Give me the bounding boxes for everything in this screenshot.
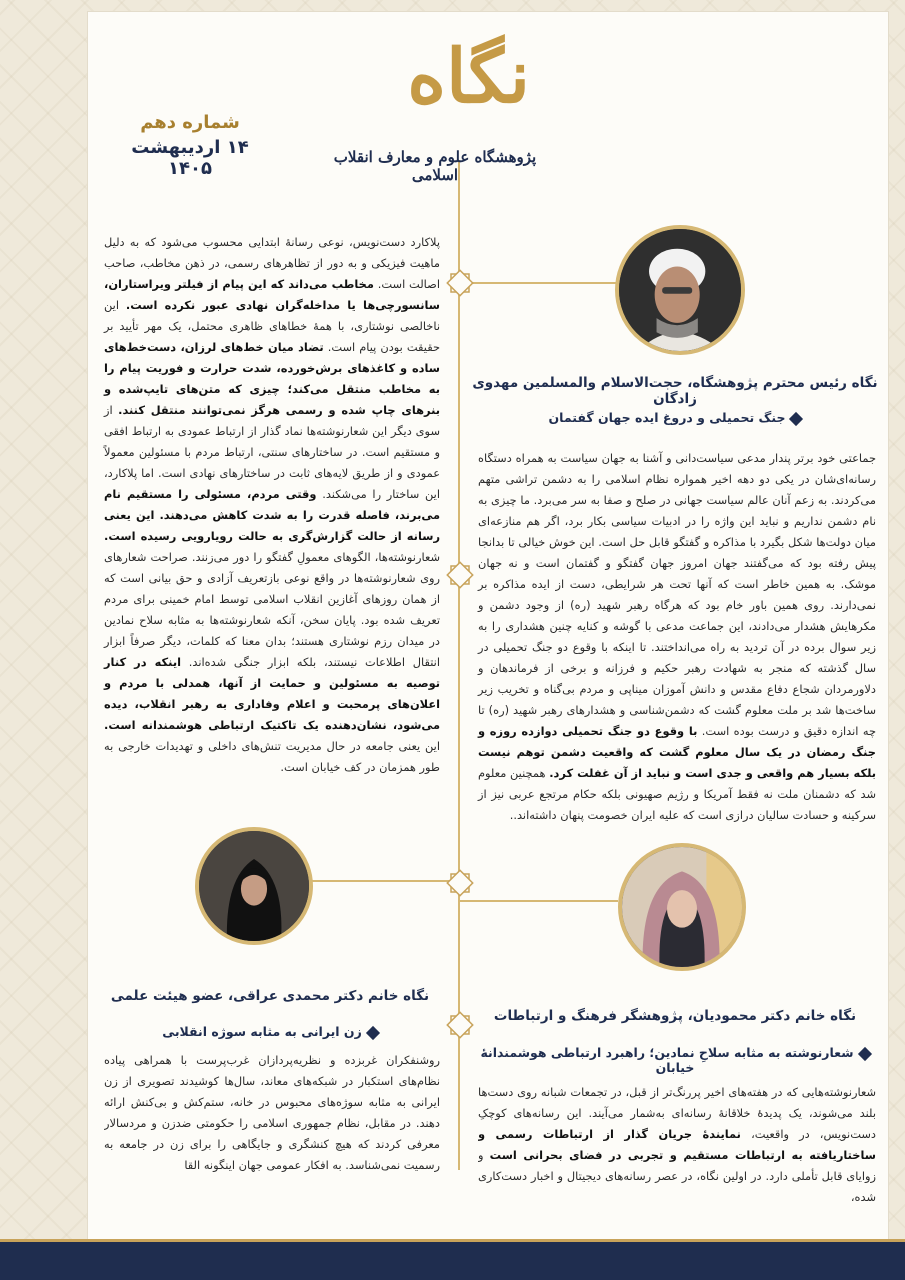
main-article-heading: نگاه رئیس محترم پژوهشگاه، حجت‌الاسلام والمسلمین مهدوی زادگان <box>472 375 878 407</box>
right-bottom-body <box>478 1082 876 1207</box>
connector-branch-top <box>458 282 638 284</box>
connector-branch-middle <box>300 880 460 882</box>
left-bottom-subheading <box>100 1024 440 1039</box>
left-bottom-subheading-text: زن ایرانی به مثابه سوژه انقلابی <box>162 1024 362 1039</box>
main-article-paragraph: جماعتی خود برتر پندار مدعی سیاست‌دانی و آشنا به جهان سیاست به همراه دستگاه رسانه‌ای‌شان در یکی دو دهه اخیر همواره نظام اسلامی را به دشمن تراشی متهم می‌کردند. به زعم آنان عالم سیاست جهانی در صلح و صفا به سر می‌برد. ما چیزی به نام دشمن نداریم و نباید این واژه را در ادبیات سیاسی بکار برد، اگر هم منازعه‌ای میان دولت‌ها شکل بگیرد با مذاکره و گفتگو قابل حل است. این خوش خیالی تا بدانجا پیش رفته بود که می‌گفتند جهان امروز جهان گفتگو و گفتمان است و نه جهان موشک. به همین خاطر است که آنها تحت هر شرایطی، دست از ایده مذاکره بر نمی‌دارند. روی همین باور خام بود که هرگاه رهبر شهید (ره) از وجود دشمن و مکرهایش هشدار می‌دادند، این جماعت مدعی با گوشه و کنایه چنین هشداری را به زیر سوال برده در آن تردید به راه می‌انداختند. تا اینکه با وقوع دو جنگ تحمیلی در سال گذشته که منجر به شهادت رهبر حکیم و فرزانه و برخی از فرماندهان و دلاورمردان شجاع دفاع مقدس و دانش آموزان میناپی و مردم بی‌گناه و تخریب زیر ساخت‌ها شد بر ملت معلوم گشت که دشمن‌شناسی و هشدارهای رهبر شهید (ره) تا چه اندازه دقیق و درست بوده است. <box>478 451 876 738</box>
right-bottom-heading: نگاه خانم دکتر محمودیان، پژوهشگر فرهنگ و ارتباطات <box>493 1008 857 1024</box>
main-article-paragraph: همچنین معلوم شد که دشمنان ملت نه فقط آمریکا و رژیم صهیونی بلکه حکام مرتجع عربی نیز از سرکینه و حسادت سالیان درازی است که علیه ایران خصومت پنهان داشته‌اند.. <box>478 766 876 822</box>
right-bottom-subheading <box>470 1045 880 1075</box>
left-article-text: پلاکارد دست‌نویس، نوعی رسانهٔ ابتدایی محسوب می‌شود که به دلیل ماهیت فیزیکی و به دور از تظاهرهای رسمی، در ذهن مخاطب، صاحب اصالت است. <box>104 235 440 291</box>
logo-subtitle: پژوهشگاه علوم و معارف انقلاب اسلامی <box>333 148 537 184</box>
star-node-icon <box>445 868 475 898</box>
left-article-text: شعارنوشته‌ها، الگوهای معمولِ گفتگو را دور می‌زنند. صراحت شعارهای روی شعارنوشته‌ها در واقع نوعی بازتعریف آزادی و حق بیانی است که از همان روزهای آغازین انقلاب اسلامی توسط امام خمینی برای مردم تعریف شده بود. پایان سخن، آنکه شعارنوشته‌ها به مثابه سلاح نمادین در میدان رزم نوشتاری هستند؛ بدان معنا که کلمات، دیگر صرفاً ابزار انتقال اطلاعات نیستند، بلکه ابزار جنگی شده‌اند. <box>104 550 440 669</box>
issue-date: ۱۴ اردیبهشت ۱۴۰۵ <box>131 137 249 179</box>
diamond-bullet-icon <box>857 1046 871 1060</box>
star-node-icon <box>445 560 475 590</box>
right-bottom-subheading-text: شعارنوشته به مثابه سلاحِ نمادین؛ راهبرد ارتباطی هوشمندانهٔ خیابان <box>480 1045 854 1075</box>
issue-info <box>120 112 260 179</box>
left-article-text: این ناخالصی نوشتاری، با همهٔ خطاهای ظاهری محتمل، یک مهر تأیید بر حقیقت بودن پیام است. <box>104 298 441 354</box>
logo-title: نگاه <box>407 34 530 120</box>
portrait-mahdavi-zadegan <box>615 225 745 355</box>
left-article-emphasis: تضاد میان خط‌های لرزان، دست‌خط‌های ساده و کاغذهای برش‌خورده، شدت حرارت و فوریت پیام را به مخاطب منتقل می‌کند؛ چیزی که متن‌های تایپ‌شده و بنرهای چاپ شده و رسمی هرگز نمی‌توانند منتقل کنند. <box>104 340 441 417</box>
footer-band <box>0 1242 905 1280</box>
main-article-emphasis: با وقوع دو جنگ تحمیلی دوازده روزه و جنگ رمضان در یک سال معلوم گشت که واقعیت دشمن توهم نیست بلکه بسیار هم واقعی و جدی است و نباید از آن غفلت کرد. <box>478 724 876 780</box>
left-article-text: از سوی دیگر این شعارنوشته‌ها نماد گذار از ارتباط عمودی به ارتباط افقی و مستقیم است. در ساختارهای سنتی، ارتباط مردم با مسئولین معمولاً عمودی و از طریق لایه‌های ثابت در ساختارهای نهادی است. اما پلاکارد، این ساختار را می‌شکند. <box>104 403 441 501</box>
right-bottom-text: و زوایای قابل تأملی دارد. در اولین نگاه، در عصر رسانه‌های دیجیتال و اخبار دست‌کاری شده، <box>478 1148 876 1204</box>
portrait-mahmoudian <box>618 843 746 971</box>
left-article-emphasis: مخاطب می‌داند که این پیام از فیلتر ویراستاران، سانسورچی‌ها یا مداخله‌گران نهادی عبور نکرده است. <box>104 277 440 312</box>
left-article-text: این یعنی جامعه در حال مدیریت تنش‌های داخلی و تهدیدات خارجی به طور همزمان در کف خیابان است. <box>104 739 440 774</box>
left-article-body <box>104 232 440 778</box>
left-bottom-heading: نگاه خانم دکتر محمدی عراقی، عضو هیئت علمی <box>110 988 430 1004</box>
publication-logo <box>330 34 540 200</box>
main-article-subheading-text: جنگ تحمیلی و دروغ ایده جهان گفتمان <box>548 410 786 425</box>
main-article-subheading <box>470 410 880 425</box>
star-node-icon <box>445 268 475 298</box>
diamond-bullet-icon <box>789 411 803 425</box>
right-bottom-emphasis: نمایندهٔ جریان گذار از ارتباطات رسمی و ساختاریافته به ارتباطات مستقیم و تجربی در فضای بحرانی است <box>478 1127 876 1162</box>
left-bottom-body: روشنفکران غربزده و نظریه‌پردازان غرب‌پرست با همراهی پیاده نظام‌های استکبار در شبکه‌های معاند، سال‌ها کوشیدند تصویری از زن ایرانی به مثابه سوژه‌های محبوس در خانه، ستم‌کش و بی‌کنش ارائه دهند. در مقابل، نظام جمهوری اسلامی را حکومتی ضدزن و مردسالار معرفی کردند که هیچ کنشگری و جایگاهی را برای زن در جامعه به رسمیت نمی‌شناسد. به افکار عمومی جهان اینگونه القا <box>104 1053 440 1172</box>
connector-branch-right <box>458 900 618 902</box>
left-article-emphasis: وقتی مردم، مسئولی را مستقیم نام می‌برند، فاصله قدرت را به شدت کاهش می‌دهند. این یعنی رسانه از حالت گزارش‌گری به حالت رویارویی رسیده است. <box>104 487 440 543</box>
left-article-emphasis: اینکه در کنار توصیه به مسئولین و حمایت از آنها، همدلی با مردم و اعلان‌های پرمحبت و اعلام وفاداری به رهبر انقلاب، دیده می‌شود، نشان‌دهنده یک تاکتیک ارتباطی هوشمندانه است. <box>104 655 440 732</box>
right-bottom-text: شعارنوشته‌هایی که در هفته‌های اخیر پررنگ‌تر از قبل، در تجمعات شبانه روی دست‌ها بلند می‌شوند، یک پدیدهٔ خلاقانهٔ رسانه‌ای به‌شمار می‌آیند. این رسانه‌های کوچکِ دست‌نویس، در واقعیت، <box>478 1085 876 1141</box>
main-article-body <box>478 448 876 826</box>
diamond-bullet-icon <box>366 1025 380 1039</box>
portrait-mohammadi-araghi <box>195 827 313 945</box>
issue-number: شماره دهم <box>140 112 240 133</box>
